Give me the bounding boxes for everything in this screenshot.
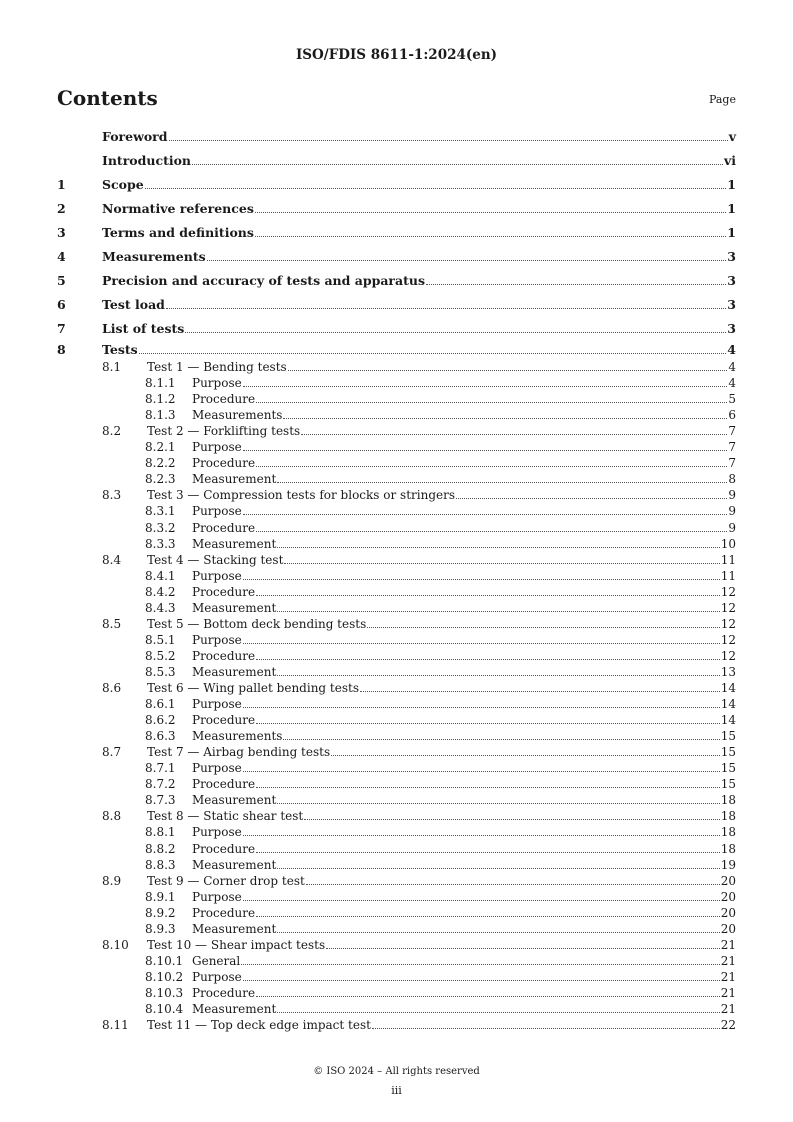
toc-dot-leader xyxy=(243,579,720,580)
toc-dot-leader xyxy=(243,771,720,772)
toc-entry-title: Foreword xyxy=(102,129,168,144)
toc-entry-title: Purpose xyxy=(192,697,242,712)
page-number: iii xyxy=(391,1084,402,1097)
toc-entry-number: 8.4.1 xyxy=(145,568,176,583)
toc-dot-leader xyxy=(277,547,719,548)
toc-entry[interactable] xyxy=(57,424,736,438)
toc-entry-number: 4 xyxy=(57,249,66,264)
toc-dot-leader xyxy=(185,332,726,333)
toc-dot-leader xyxy=(243,707,720,708)
toc-dot-leader xyxy=(284,563,719,564)
toc-entry-title: Measurement xyxy=(192,793,277,808)
toc-entry-number: 8.9 xyxy=(102,873,122,888)
copyright-notice: © ISO 2024 – All rights reserved xyxy=(313,1066,480,1077)
toc-dot-leader xyxy=(288,370,728,371)
toc-dot-leader xyxy=(243,514,728,515)
toc-entry[interactable] xyxy=(57,392,736,406)
toc-entry[interactable] xyxy=(57,681,736,695)
toc-entry-title: Purpose xyxy=(192,761,242,776)
toc-entry[interactable] xyxy=(57,665,736,679)
toc-entry-page: 7 xyxy=(728,424,736,439)
toc-entry-page: v xyxy=(728,129,736,144)
toc-entry-title: Measurement xyxy=(192,536,277,551)
toc-entry-number: 8.10.2 xyxy=(145,969,184,984)
toc-entry-number: 8.1.2 xyxy=(145,392,176,407)
toc-entry-title: Purpose xyxy=(192,504,242,519)
toc-entry-title: Purpose xyxy=(192,825,242,840)
toc-entry[interactable] xyxy=(57,761,736,775)
toc-entry-number: 8.3 xyxy=(102,488,122,503)
toc-entry-title: Procedure xyxy=(192,392,256,407)
toc-entry-page: 15 xyxy=(720,777,736,792)
toc-entry[interactable] xyxy=(57,617,736,631)
toc-dot-leader xyxy=(241,964,719,965)
toc-entry-number: 2 xyxy=(57,201,66,216)
toc-entry-title: Procedure xyxy=(192,456,256,471)
toc-entry[interactable] xyxy=(57,697,736,711)
toc-entry-title: Procedure xyxy=(192,713,256,728)
toc-entry[interactable] xyxy=(57,986,736,1000)
toc-entry-number: 8.7 xyxy=(102,745,122,760)
toc-dot-leader xyxy=(277,482,727,483)
page-title: Contents xyxy=(57,86,158,110)
toc-entry-title: Terms and definitions xyxy=(102,225,254,240)
toc-entry-page: 14 xyxy=(720,681,736,695)
toc-entry-page: 20 xyxy=(720,921,736,936)
toc-entry[interactable] xyxy=(57,890,736,904)
toc-entry[interactable] xyxy=(57,825,736,839)
toc-dot-leader xyxy=(256,531,727,532)
toc-entry-title: Introduction xyxy=(102,153,192,168)
toc-entry-number: 8.5 xyxy=(102,616,122,631)
toc-entry-title: Procedure xyxy=(192,905,256,920)
toc-entry-number: 8.1.1 xyxy=(145,376,176,391)
toc-entry-title: Test 6 — Wing pallet bending tests xyxy=(147,681,359,695)
toc-entry[interactable] xyxy=(57,130,736,144)
toc-entry-title: Normative references xyxy=(102,201,254,216)
toc-entry-number: 8.3.3 xyxy=(145,536,176,551)
toc-entry-title: Scope xyxy=(102,177,144,192)
toc-entry-number: 8.9.3 xyxy=(145,921,176,936)
toc-entry-page: 9 xyxy=(728,504,736,519)
toc-dot-leader xyxy=(256,659,720,660)
toc-entry[interactable] xyxy=(57,360,736,374)
toc-entry-number: 8.10.4 xyxy=(145,1002,184,1016)
toc-entry[interactable] xyxy=(57,938,736,952)
toc-entry-number: 8.8.2 xyxy=(145,841,176,856)
toc-entry-title: Purpose xyxy=(192,889,242,904)
toc-entry-number: 8.1.3 xyxy=(145,408,176,423)
toc-entry[interactable] xyxy=(57,472,736,486)
toc-entry-title: Test 10 — Shear impact tests xyxy=(147,937,326,952)
toc-entry-number: 8.2.3 xyxy=(145,472,176,487)
toc-entry-number: 8.6 xyxy=(102,681,122,695)
toc-entry-page: 6 xyxy=(728,408,736,423)
toc-entry-page: 5 xyxy=(728,392,736,407)
toc-entry-number: 8.5.1 xyxy=(145,632,176,647)
toc-entry-title: Measurement xyxy=(192,1002,277,1016)
toc-entry-title: Tests xyxy=(102,342,138,357)
toc-dot-leader xyxy=(277,675,719,676)
toc-entry-page: 21 xyxy=(720,937,736,952)
toc-dot-leader xyxy=(256,402,727,403)
toc-entry-title: Measurements xyxy=(102,249,206,264)
toc-entry-title: Procedure xyxy=(192,777,256,792)
toc-entry-number: 8.7.3 xyxy=(145,793,176,808)
toc-entry-number: 6 xyxy=(57,297,66,312)
toc-entry-number: 5 xyxy=(57,273,66,288)
toc-entry-page: 21 xyxy=(720,953,736,968)
toc-entry[interactable] xyxy=(57,729,736,743)
toc-dot-leader xyxy=(256,852,720,853)
toc-entry-number: 8.11 xyxy=(102,1018,129,1033)
toc-entry-number: 7 xyxy=(57,321,66,336)
toc-dot-leader xyxy=(256,996,720,997)
toc-dot-leader xyxy=(277,1012,719,1013)
toc-entry[interactable] xyxy=(57,154,736,168)
toc-entry[interactable] xyxy=(57,633,736,647)
toc-dot-leader xyxy=(277,932,719,933)
toc-entry-page: 3 xyxy=(727,273,736,288)
toc-entry-page: 20 xyxy=(720,905,736,920)
toc-entry-page: 10 xyxy=(720,536,736,551)
toc-entry[interactable] xyxy=(57,777,736,791)
toc-entry-page: 4 xyxy=(728,376,736,391)
toc-entry-page: 22 xyxy=(720,1018,736,1033)
toc-dot-leader xyxy=(139,353,727,354)
toc-dot-leader xyxy=(277,868,719,869)
toc-entry-number: 8.4.2 xyxy=(145,584,176,599)
toc-entry[interactable] xyxy=(57,745,736,759)
toc-dot-leader xyxy=(306,884,720,885)
toc-entry-page: 18 xyxy=(720,825,736,840)
toc-entry-page: 12 xyxy=(720,584,736,599)
toc-entry[interactable] xyxy=(57,553,736,567)
toc-dot-leader xyxy=(169,140,728,141)
toc-entry[interactable] xyxy=(57,408,736,422)
toc-entry-page: 13 xyxy=(720,664,736,679)
toc-entry[interactable] xyxy=(57,521,736,535)
toc-entry-page: 21 xyxy=(720,969,736,984)
toc-entry-number: 8.3.1 xyxy=(145,504,176,519)
toc-entry-title: Purpose xyxy=(192,568,242,583)
toc-dot-leader xyxy=(207,260,727,261)
toc-entry-title: Procedure xyxy=(192,985,256,1000)
toc-dot-leader xyxy=(243,450,728,451)
toc-entry-page: 21 xyxy=(720,1002,736,1016)
toc-entry-title: Test 3 — Compression tests for blocks or stringers xyxy=(147,488,455,503)
document-id-header: ISO/FDIS 8611-1:2024(en) xyxy=(295,47,498,63)
toc-dot-leader xyxy=(243,980,720,981)
toc-entry-title: Test 8 — Static shear test xyxy=(147,809,304,824)
toc-entry-title: Test 2 — Forklifting tests xyxy=(147,424,301,439)
toc-entry-title: Test 9 — Corner drop test xyxy=(147,873,305,888)
toc-entry-number: 8.9.2 xyxy=(145,905,176,920)
toc-entry-page: 19 xyxy=(720,857,736,872)
toc-entry[interactable] xyxy=(57,649,736,663)
toc-entry-page: 15 xyxy=(720,761,736,776)
toc-entry-title: Test 11 — Top deck edge impact test xyxy=(147,1018,371,1033)
toc-entry-number: 8.8 xyxy=(102,809,122,824)
toc-entry-page: 14 xyxy=(720,697,736,712)
toc-entry-title: Measurement xyxy=(192,921,277,936)
toc-entry-page: 11 xyxy=(720,552,736,567)
toc-entry-number: 3 xyxy=(57,225,66,240)
page-column-label: Page xyxy=(708,93,736,106)
toc-entry-number: 8.2.2 xyxy=(145,456,176,471)
toc-entry-number: 8.4.3 xyxy=(145,600,176,615)
toc-entry-page: 9 xyxy=(728,520,736,535)
toc-entry[interactable] xyxy=(57,376,736,390)
toc-entry-page: vi xyxy=(723,153,736,168)
toc-entry[interactable] xyxy=(57,954,736,968)
toc-entry-number: 8.2.1 xyxy=(145,440,176,455)
toc-entry-number: 8.6.1 xyxy=(145,697,176,712)
toc-entry-number: 8.7.1 xyxy=(145,761,176,776)
toc-entry-page: 15 xyxy=(720,729,736,744)
toc-entry[interactable] xyxy=(57,713,736,727)
toc-entry-page: 12 xyxy=(720,632,736,647)
toc-dot-leader xyxy=(243,386,728,387)
toc-entry-title: Test 5 — Bottom deck bending tests xyxy=(147,616,367,631)
toc-entry-page: 8 xyxy=(728,472,736,487)
toc-entry-page: 7 xyxy=(728,440,736,455)
toc-entry-page: 3 xyxy=(727,321,736,336)
toc-entry[interactable] xyxy=(57,440,736,454)
toc-entry-number: 8.8.1 xyxy=(145,825,176,840)
toc-dot-leader xyxy=(426,284,726,285)
toc-dot-leader xyxy=(372,1028,720,1029)
toc-entry-page: 9 xyxy=(728,488,736,503)
toc-entry-title: Measurements xyxy=(192,408,283,423)
toc-entry[interactable] xyxy=(57,250,736,264)
toc-entry-number: 8.5.2 xyxy=(145,648,176,663)
toc-entry[interactable] xyxy=(57,1002,736,1016)
toc-dot-leader xyxy=(256,787,720,788)
toc-entry-title: Procedure xyxy=(192,520,256,535)
toc-dot-leader xyxy=(192,164,723,165)
toc-dot-leader xyxy=(301,434,727,435)
toc-dot-leader xyxy=(283,418,727,419)
toc-entry-title: Measurement xyxy=(192,600,277,615)
toc-entry-title: Procedure xyxy=(192,648,256,663)
toc-entry-page: 15 xyxy=(720,745,736,760)
toc-dot-leader xyxy=(256,916,720,917)
toc-entry[interactable] xyxy=(57,809,736,823)
toc-entry-title: Test 7 — Airbag bending tests xyxy=(147,745,331,760)
toc-entry-page: 1 xyxy=(727,225,736,240)
toc-entry-page: 11 xyxy=(720,568,736,583)
toc-entry-title: Test 1 — Bending tests xyxy=(147,360,287,374)
toc-entry-title: Purpose xyxy=(192,440,242,455)
toc-entry[interactable] xyxy=(57,343,736,357)
toc-dot-leader xyxy=(255,236,726,237)
toc-entry-page: 20 xyxy=(720,889,736,904)
toc-entry-page: 7 xyxy=(728,456,736,471)
toc-entry-title: Purpose xyxy=(192,632,242,647)
toc-entry-number: 8.1 xyxy=(102,360,122,374)
toc-entry-title: Purpose xyxy=(192,969,242,984)
toc-entry-number: 8.10.1 xyxy=(145,953,184,968)
toc-dot-leader xyxy=(283,739,719,740)
toc-dot-leader xyxy=(256,595,720,596)
toc-entry-page: 21 xyxy=(720,985,736,1000)
toc-entry-number: 8.2 xyxy=(102,424,122,439)
toc-dot-leader xyxy=(360,691,720,692)
toc-entry[interactable] xyxy=(57,585,736,599)
toc-entry-title: Measurement xyxy=(192,857,277,872)
toc-entry[interactable] xyxy=(57,226,736,240)
toc-dot-leader xyxy=(256,723,720,724)
toc-entry[interactable] xyxy=(57,874,736,888)
toc-entry-number: 8.6.3 xyxy=(145,729,176,744)
toc-entry[interactable] xyxy=(57,922,736,936)
toc-entry-page: 12 xyxy=(720,600,736,615)
toc-entry-title: Test 4 — Stacking test xyxy=(147,552,284,567)
toc-entry-page: 18 xyxy=(720,793,736,808)
toc-dot-leader xyxy=(456,498,727,499)
toc-entry[interactable] xyxy=(57,906,736,920)
toc-entry-title: Measurement xyxy=(192,664,277,679)
toc-entry-page: 12 xyxy=(720,648,736,663)
toc-entry-number: 8.10 xyxy=(102,937,129,952)
toc-entry[interactable] xyxy=(57,858,736,872)
toc-dot-leader xyxy=(145,188,727,189)
toc-entry[interactable] xyxy=(57,601,736,615)
toc-dot-leader xyxy=(256,466,727,467)
toc-dot-leader xyxy=(255,212,726,213)
toc-entry[interactable] xyxy=(57,178,736,192)
toc-entry-title: General xyxy=(192,953,241,968)
toc-entry[interactable] xyxy=(57,298,736,312)
toc-dot-leader xyxy=(243,643,720,644)
toc-entry-title: Procedure xyxy=(192,584,256,599)
toc-entry-page: 12 xyxy=(720,616,736,631)
toc-entry-number: 8.9.1 xyxy=(145,889,176,904)
toc-entry-page: 4 xyxy=(728,360,736,374)
toc-entry[interactable] xyxy=(57,970,736,984)
toc-entry-page: 1 xyxy=(727,201,736,216)
toc-dot-leader xyxy=(367,627,719,628)
toc-dot-leader xyxy=(304,819,719,820)
toc-entry-page: 1 xyxy=(727,177,736,192)
toc-entry[interactable] xyxy=(57,456,736,470)
toc-entry-page: 3 xyxy=(727,297,736,312)
toc-entry-page: 14 xyxy=(720,713,736,728)
toc-entry-number: 8.3.2 xyxy=(145,520,176,535)
toc-entry[interactable] xyxy=(57,322,736,336)
toc-entry-number: 8.8.3 xyxy=(145,857,176,872)
toc-entry-page: 18 xyxy=(720,809,736,824)
toc-entry[interactable] xyxy=(57,202,736,216)
toc-entry-title: Measurements xyxy=(192,729,283,744)
toc-entry-page: 20 xyxy=(720,873,736,888)
toc-entry-title: Purpose xyxy=(192,376,242,391)
toc-entry[interactable] xyxy=(57,569,736,583)
toc-dot-leader xyxy=(277,803,719,804)
toc-entry-title: List of tests xyxy=(102,321,185,336)
toc-entry-title: Precision and accuracy of tests and apparatus xyxy=(102,273,425,288)
toc-entry-number: 8.10.3 xyxy=(145,985,184,1000)
toc-entry-title: Procedure xyxy=(192,841,256,856)
toc-entry[interactable] xyxy=(57,842,736,856)
toc-dot-leader xyxy=(331,755,720,756)
toc-entry-number: 8.5.3 xyxy=(145,664,176,679)
toc-entry-number: 8 xyxy=(57,342,66,357)
toc-entry-page: 4 xyxy=(727,342,736,357)
toc-dot-leader xyxy=(243,900,720,901)
toc-dot-leader xyxy=(243,835,720,836)
toc-entry-number: 8.4 xyxy=(102,552,122,567)
toc-entry-title: Measurement xyxy=(192,472,277,487)
toc-entry-page: 18 xyxy=(720,841,736,856)
toc-entry[interactable] xyxy=(57,1018,736,1032)
toc-entry[interactable] xyxy=(57,537,736,551)
toc-dot-leader xyxy=(326,948,720,949)
toc-entry[interactable] xyxy=(57,488,736,502)
toc-entry-number: 8.7.2 xyxy=(145,777,176,792)
toc-dot-leader xyxy=(277,611,719,612)
toc-entry-number: 8.6.2 xyxy=(145,713,176,728)
toc-entry[interactable] xyxy=(57,274,736,288)
toc-entry-title: Test load xyxy=(102,297,165,312)
toc-entry[interactable] xyxy=(57,793,736,807)
toc-entry-number: 1 xyxy=(57,177,66,192)
toc-entry[interactable] xyxy=(57,504,736,518)
toc-entry-page: 3 xyxy=(727,249,736,264)
toc-dot-leader xyxy=(166,308,726,309)
